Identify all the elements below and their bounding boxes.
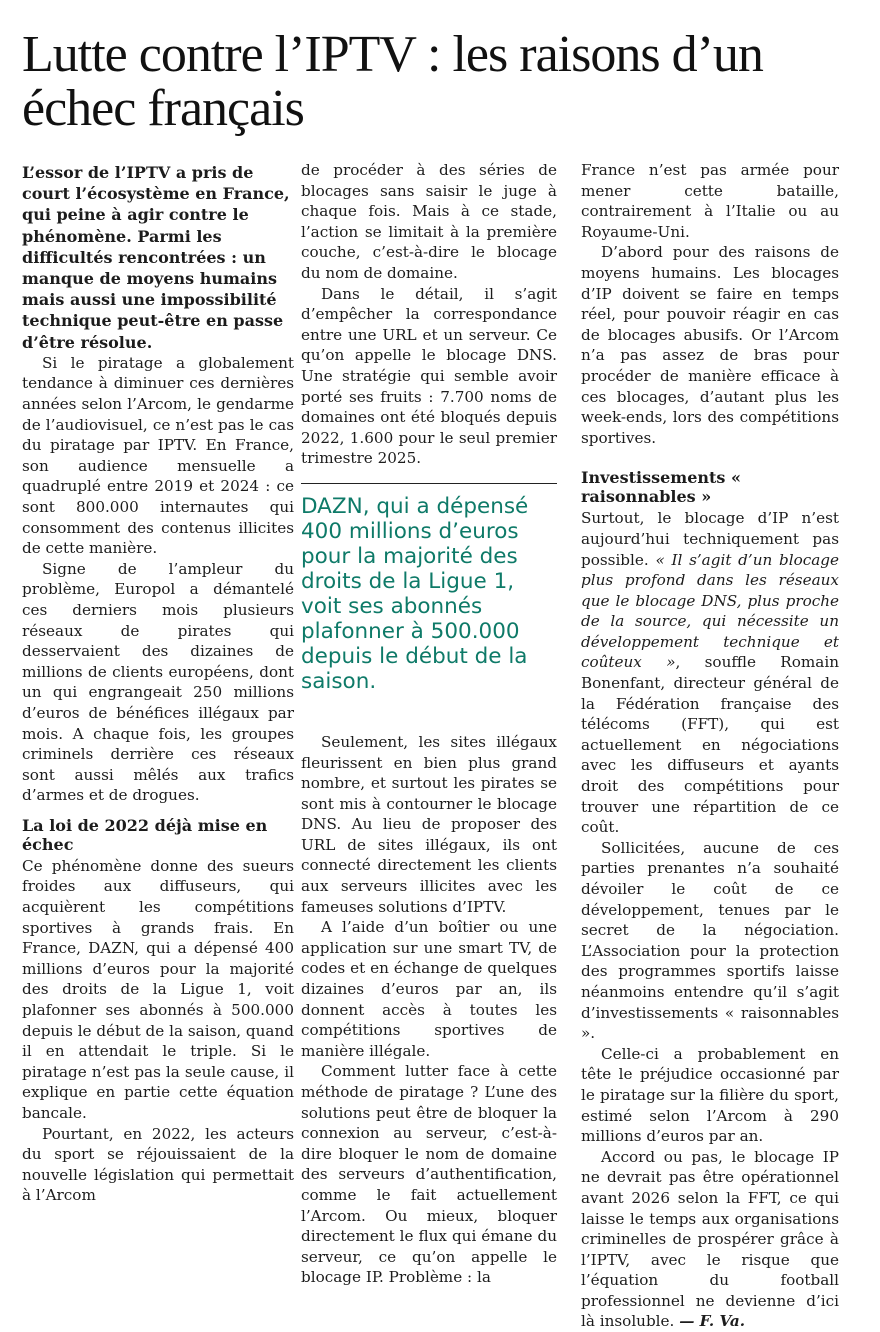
paragraph: Dans le détail, il s’agit d’empêcher la correspondance entre une URL et un serveur. Ce qu’on appelle le blocage DNS. Une stratégie qui semble avoir porté ses fruits : 7.700 noms de domaines ont été bloqués depuis 2022, 1.600 pour le seul premier trimestre 2025. — [301, 284, 557, 468]
paragraph-text: Accord ou pas, le blocage IP ne devrait pas être opérationnel avant 2026 selon la FFT, ce qui laisse le temps aux organisations criminelles de prospérer grâce à l’IPTV, avec le risque que l’équation du football professionnel ne devienne d’ici là insoluble. — [581, 1147, 839, 1331]
paragraph: A l’aide d’un boîtier ou une application sur une smart TV, de codes et en échange de quelques dizaines d’euros par an, ils donnent accès à toutes les compétitions sportives de manière illégale. — [301, 918, 557, 1060]
paragraph: Ce phénomène donne des sueurs froides aux diffuseurs, qui acquièrent les compétitions sportives à grands frais. En France, DAZN, qui a dépensé 400 millions d’euros pour la majorité des droits de la Ligue 1, voit plafonner ses abonnés à 500.000 depuis le début de la saison, quand il en attendait le triple. Si le piratage n’est pas la seule cause, il explique en partie cette équation bancale. — [22, 856, 294, 1123]
pullquote: DAZN, qui a dépensé 400 millions d’euros pour la majorité des droits de la Ligue 1, voit ses abonnés plafonner à 500.000 depuis le début de la saison. — [301, 493, 529, 694]
subheading-loi-2022: La loi de 2022 déjà mise en échec — [22, 815, 268, 854]
paragraph: Sollicitées, aucune de ces parties prenantes n’a souhaité dévoiler le coût de ce développement, tenues par le secret de la négociation. L’Association pour la protection des programmes sportifs laisse néanmoins entendre qu’il s’agit d’investissements « raisonnables ». — [581, 838, 839, 1043]
article-lead: L’essor de l’IPTV a pris de court l’écosystème en France, qui peine à agir contre le phénomène. Parmi les difficultés rencontrées : un manque de moyens humains mais aussi une impossibilité technique peut-être en passe d’être résolue. — [22, 163, 290, 352]
subheading-investissements: Investissements « raisonnables » — [581, 468, 741, 507]
paragraph: D’abord pour des raisons de moyens humains. Les blocages d’IP doivent se faire en temps réel, pour pouvoir réagir en cas de blocages abusifs. Or l’Arcom n’a pas assez de bras pour procéder de manière efficace à ces blocages, d’autant plus les week-ends, lors des compétitions sportives. — [581, 243, 839, 447]
paragraph-start: Surtout, le blocage d’IP n’est aujourd’hui techniquement pas possible. — [581, 509, 839, 569]
column-2 — [301, 160, 557, 1288]
column-3 — [581, 160, 839, 1332]
paragraph-end: , souffle Romain Bonenfant, directeur général de la Fédération française des télécoms (FFT), qui est actuellement en négociations avec les diffuseurs et ayants droit des compétitions pour trouver une répartition de ce coût. — [581, 653, 839, 837]
paragraph: Seulement, les sites illégaux fleurissent en bien plus grand nombre, et surtout les pirates se sont mis à contourner le blocage DNS. Au lieu de proposer des URL de sites illégaux, ils ont connecté directement les clients aux serveurs illicites avec les fameuses solutions d’IPTV. — [301, 732, 557, 916]
paragraph: France n’est pas armée pour mener cette bataille, contrairement à l’Italie ou au Royaume-Uni. — [581, 161, 839, 241]
paragraph-last — [581, 1147, 839, 1332]
paragraph: Si le piratage a globalement tendance à diminuer ces dernières années selon l’Arcom, le gendarme de l’audiovisuel, ce n’est pas le cas du piratage par IPTV. En France, son audience mensuelle a quadruplé entre 2019 et 2024 : ce sont 800.000 internautes qui consomment des contenus illicites de cette manière. — [22, 353, 294, 558]
paragraph-quote — [581, 508, 839, 838]
column-1 — [22, 162, 294, 1206]
quote-bonenfant: « Il s’agit d’un blocage plus profond dans les réseaux que le blocage DNS, plus proche de la source, qui nécessite un développement technique et coûteux » — [581, 550, 839, 672]
paragraph: Celle-ci a probablement en tête le préjudice occasionné par le piratage sur la filière du sport, estimé selon l’Arcom à 290 millions d’euros par an. — [581, 1044, 839, 1146]
paragraph: Pourtant, en 2022, les acteurs du sport se réjouissaient de la nouvelle législation qui permettait à l’Arcom — [22, 1124, 294, 1205]
article-headline: Lutte contre l’IPTV : les raisons d’un échec français — [22, 26, 763, 137]
paragraph: Comment lutter face à cette méthode de piratage ? L’une des solutions peut être de bloquer la connexion au serveur, c’est-à-dire bloquer le nom de domaine des serveurs d’authentification, comme le fait actuellement l’Arcom. Ou mieux, bloquer directement le flux qui émane du serveur, ce qu’on appelle le blocage IP. Problème : la — [301, 1062, 557, 1287]
pullquote-rule — [301, 483, 557, 484]
paragraph: de procéder à des séries de blocages sans saisir le juge à chaque fois. Mais à ce stade, l’action se limitait à la première couche, c’est-à-dire le blocage du nom de domaine. — [301, 161, 557, 282]
paragraph: Signe de l’ampleur du problème, Europol a démantelé ces derniers mois plusieurs réseaux de pirates qui desservaient des dizaines de millions de clients européens, dont un qui engrangeait 250 millions d’euros de bénéfices illégaux par mois. A chaque fois, les groupes criminels derrière ces réseaux sont aussi mêlés aux trafics d’armes et de drogues. — [22, 559, 294, 805]
author-signature: — F. Va. — [679, 1312, 746, 1331]
